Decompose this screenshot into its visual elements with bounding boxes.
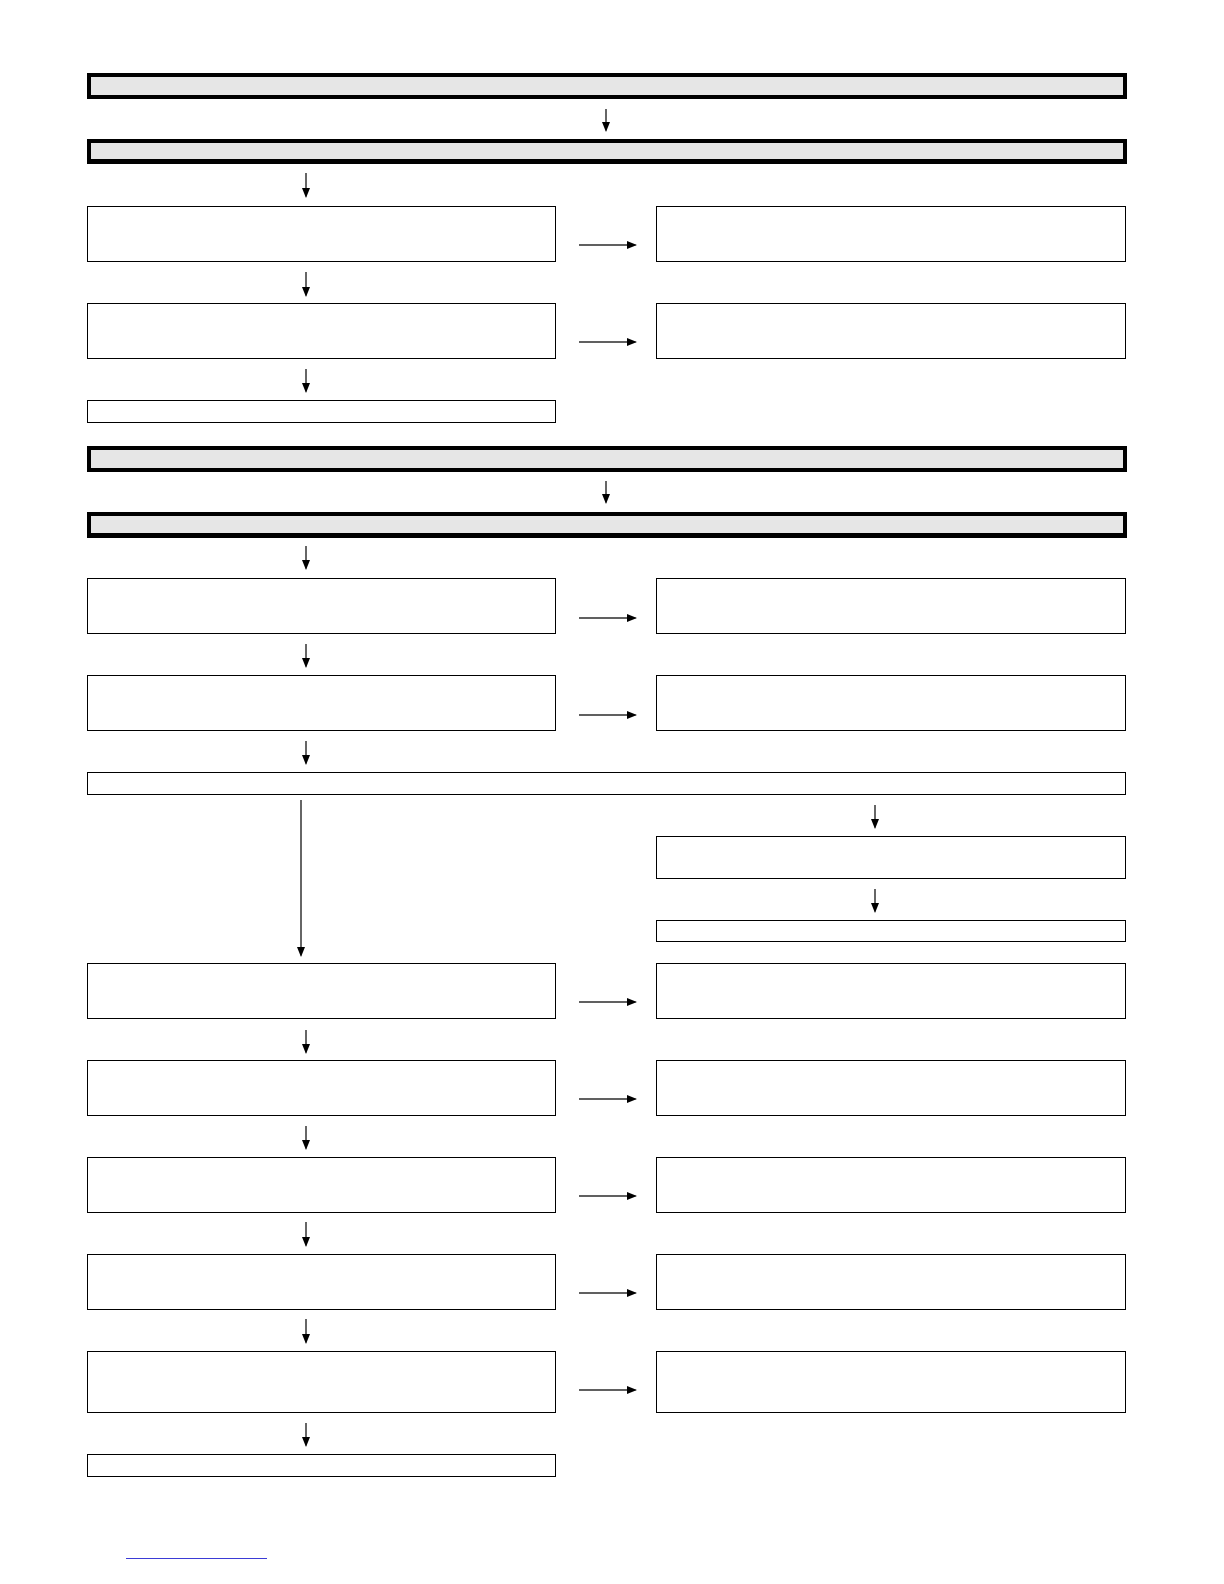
flow-a-header-2 xyxy=(87,139,1127,164)
flow-a-end xyxy=(87,400,556,423)
flow-b-wide-box xyxy=(87,772,1126,795)
flow-b-step-1-result xyxy=(656,578,1126,634)
footer-link-underline[interactable] xyxy=(126,1558,267,1559)
flow-b-lower-step-2-result xyxy=(656,1060,1126,1116)
flow-b-branch-end xyxy=(656,920,1126,942)
flow-a-step-1 xyxy=(87,206,556,262)
flow-b-end xyxy=(87,1454,556,1477)
flow-b-lower-step-3-result xyxy=(656,1157,1126,1213)
flow-a-header-1 xyxy=(87,73,1127,99)
flow-b-header-2 xyxy=(87,512,1127,538)
flow-b-step-2-result xyxy=(656,675,1126,731)
flow-a-step-2 xyxy=(87,303,556,359)
flow-b-lower-step-1-result xyxy=(656,963,1126,1019)
flow-b-lower-step-5 xyxy=(87,1351,556,1413)
flow-b-lower-step-4-result xyxy=(656,1254,1126,1310)
flow-a-step-2-result xyxy=(656,303,1126,359)
flow-b-lower-step-2 xyxy=(87,1060,556,1116)
flow-b-header-1 xyxy=(87,446,1127,472)
flow-a-step-1-result xyxy=(656,206,1126,262)
flow-b-branch-box xyxy=(656,836,1126,879)
flow-b-lower-step-4 xyxy=(87,1254,556,1310)
flow-b-lower-step-5-result xyxy=(656,1351,1126,1413)
flow-b-step-1 xyxy=(87,578,556,634)
flow-b-step-2 xyxy=(87,675,556,731)
flow-b-lower-step-1 xyxy=(87,963,556,1019)
flow-b-lower-step-3 xyxy=(87,1157,556,1213)
